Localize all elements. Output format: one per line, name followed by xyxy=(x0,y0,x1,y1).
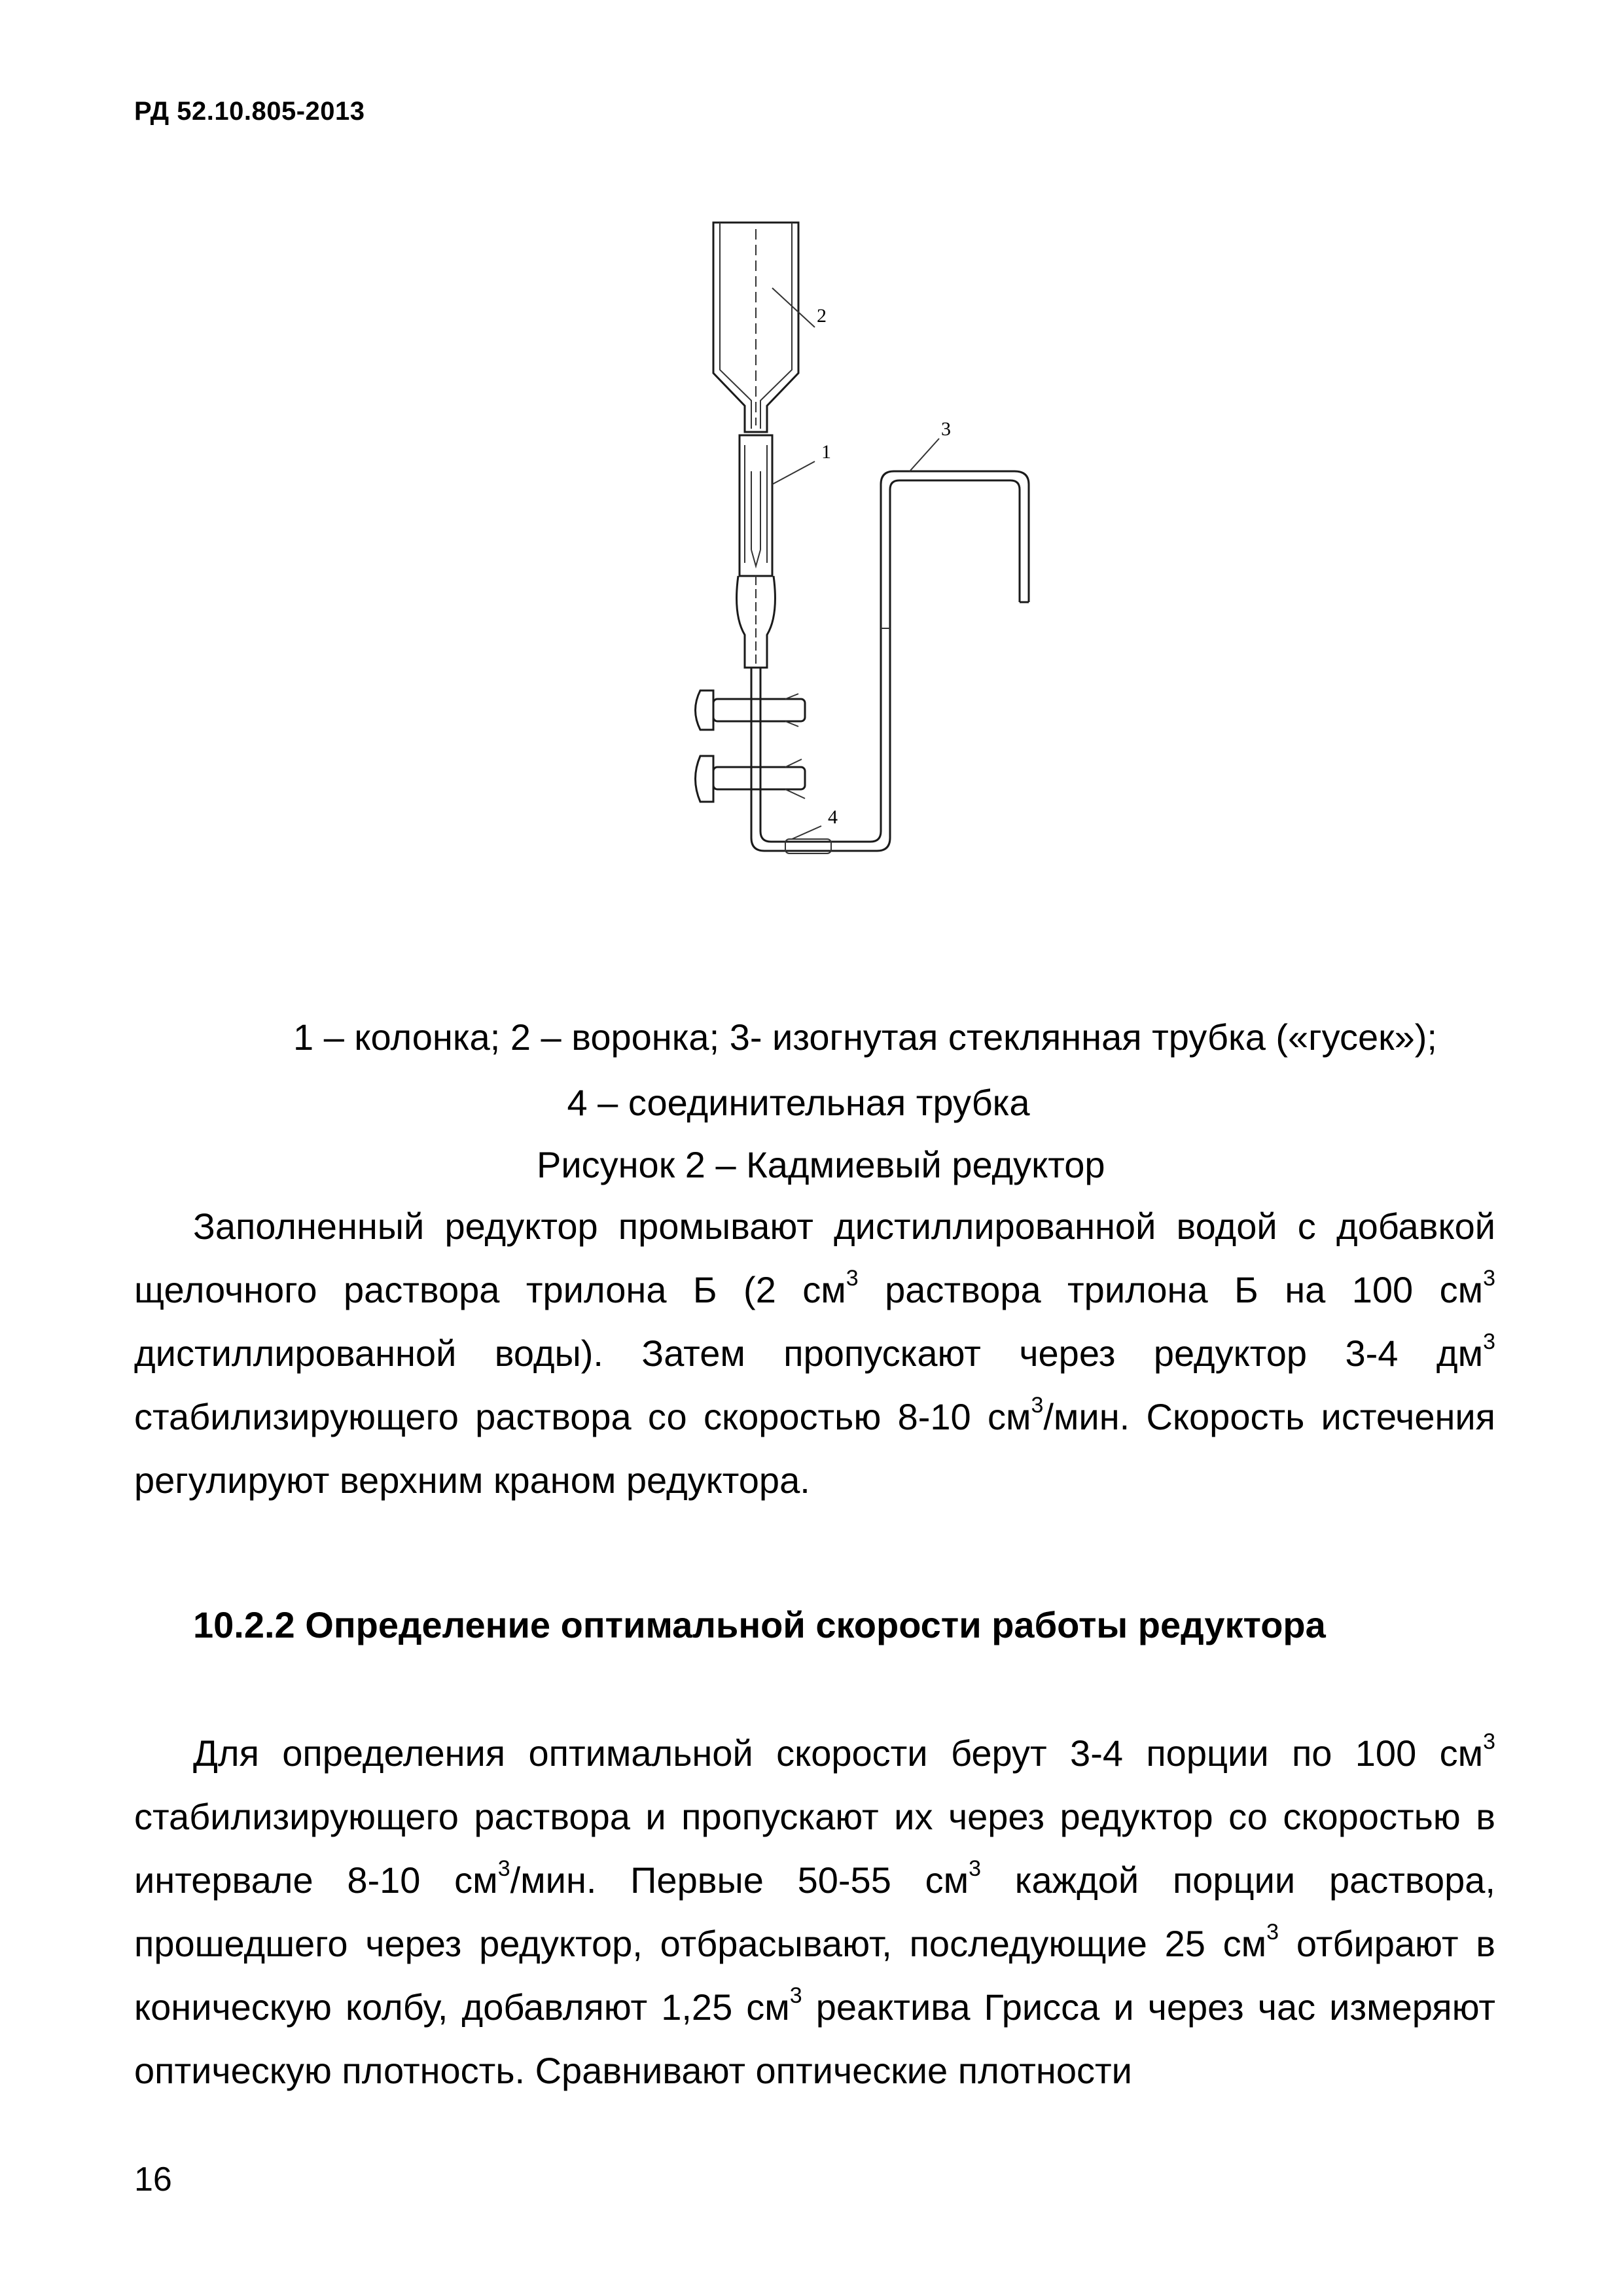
figure-label-3: 3 xyxy=(941,418,951,440)
gooseneck-tube-drawing xyxy=(881,471,1029,798)
figure-label-4: 4 xyxy=(828,806,838,828)
paragraph-washing: Заполненный редуктор промывают дистиллированной водой с добавкой щелочного раствора трилона Б (2 $см^3$ раствора трилона Б на 100 $см^3$ дистиллированной воды). Затем пропускают через редуктор 3-4 $дм^3$ стабилизирующего раствора со скоростью 8-10 $см^3$/мин. Скорость истечения регулируют верхним краном редуктора. xyxy=(134,1206,1495,1501)
stopcock-lower-drawing xyxy=(696,756,806,802)
figure-legend-line-1: 1 – колонка; 2 – воронка; 3- изогнутая стеклянная трубка («гусек»); xyxy=(293,1016,1437,1058)
figure-legend-line-2: 4 – соединительная трубка xyxy=(567,1082,1030,1123)
stopcock-upper-drawing xyxy=(696,691,806,730)
figure-label-1: 1 xyxy=(821,441,831,463)
column-drawing xyxy=(737,435,776,812)
document-code: РД 52.10.805-2013 xyxy=(134,97,365,126)
figure-label-2: 2 xyxy=(817,305,827,327)
figure-title: Рисунок 2 – Кадмиевый редуктор xyxy=(537,1144,1105,1185)
paragraph-optimal-speed: Для определения оптимальной скорости берут 3-4 порции по 100 $см^3$ стабилизирующего раствора и пропускают их через редуктор со скоростью в интервале 8-10 $см^3$/мин. Первые 50-55 $см^3$ каждой порции раствора, прошедшего через редуктор, отбрасывают, последующие 25 $см^3$ отбирают в коническую колбу, добавляют 1,25 $см^3$ реактива Грисса и через час измеряют оптическую плотность. Сравнивают оптические плотности xyxy=(134,1729,1495,2091)
funnel-drawing xyxy=(713,223,798,432)
section-heading: 10.2.2 Определение оптимальной скорости работы редуктора xyxy=(193,1604,1326,1645)
page-number: 16 xyxy=(134,2161,172,2198)
cadmium-reductor-figure xyxy=(687,209,1054,877)
